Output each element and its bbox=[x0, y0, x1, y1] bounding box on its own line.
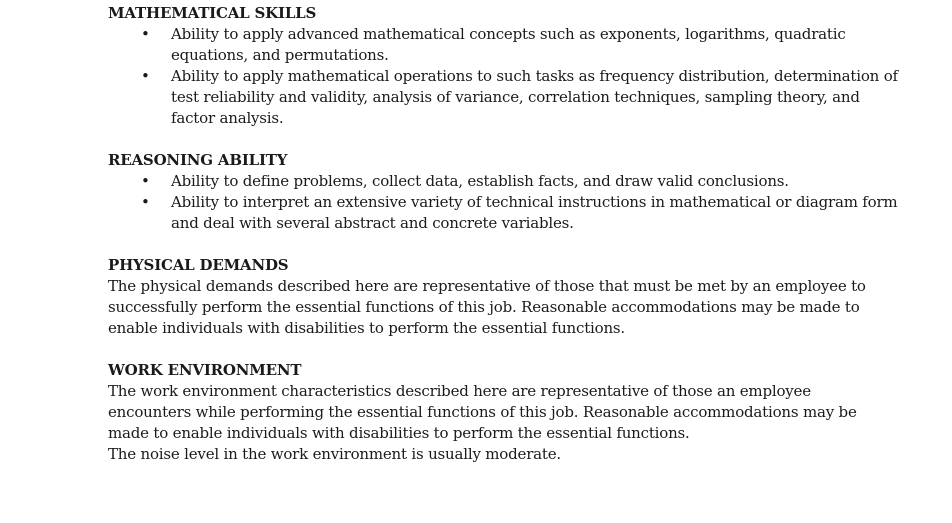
section-work-environment bbox=[108, 360, 898, 465]
list-item bbox=[108, 171, 898, 192]
list-item-text: Ability to apply mathematical operations to such tasks as frequency distribution, determination of test reliability and validity, analysis of variance, correlation techniques, sampling theory, and factor analysis. bbox=[171, 67, 898, 127]
list-item bbox=[108, 66, 898, 129]
section-heading: REASONING ABILITY bbox=[108, 151, 288, 169]
list-item bbox=[108, 192, 898, 234]
bullet-icon: • bbox=[141, 193, 150, 211]
section-heading: WORK ENVIRONMENT bbox=[108, 361, 302, 379]
paragraph: The physical demands described here are representative of those that must be met by an employee to successfully perform the essential functions of this job. Reasonable accommodations may be made to enable individuals with disabilities to perform the essential functions. bbox=[108, 277, 866, 337]
list-item-text: Ability to define problems, collect data, establish facts, and draw valid conclusions. bbox=[171, 172, 789, 190]
list-item-text: Ability to interpret an extensive variety of technical instructions in mathematical or diagram form and deal with several abstract and concrete variables. bbox=[171, 193, 898, 232]
bullet-icon: • bbox=[141, 25, 150, 43]
section-heading: PHYSICAL DEMANDS bbox=[108, 256, 289, 274]
section-mathematical-skills bbox=[108, 3, 898, 129]
bullet-icon: • bbox=[141, 67, 150, 85]
paragraph: The noise level in the work environment is usually moderate. bbox=[108, 445, 562, 463]
list-item bbox=[108, 24, 898, 66]
list-item-text: Ability to apply advanced mathematical concepts such as exponents, logarithms, quadratic equations, and permutations. bbox=[171, 25, 846, 64]
section-reasoning-ability bbox=[108, 150, 898, 234]
paragraph: The work environment characteristics described here are representative of those an employee encounters while performing the essential functions of this job. Reasonable accommodations may be made to enable individuals with disabilities to perform the essential functions. bbox=[108, 382, 857, 442]
bullet-icon: • bbox=[141, 172, 150, 190]
section-heading: MATHEMATICAL SKILLS bbox=[108, 4, 317, 22]
bullet-list bbox=[108, 171, 898, 234]
section-physical-demands bbox=[108, 255, 898, 339]
document-body bbox=[108, 3, 898, 486]
bullet-list bbox=[108, 24, 898, 129]
